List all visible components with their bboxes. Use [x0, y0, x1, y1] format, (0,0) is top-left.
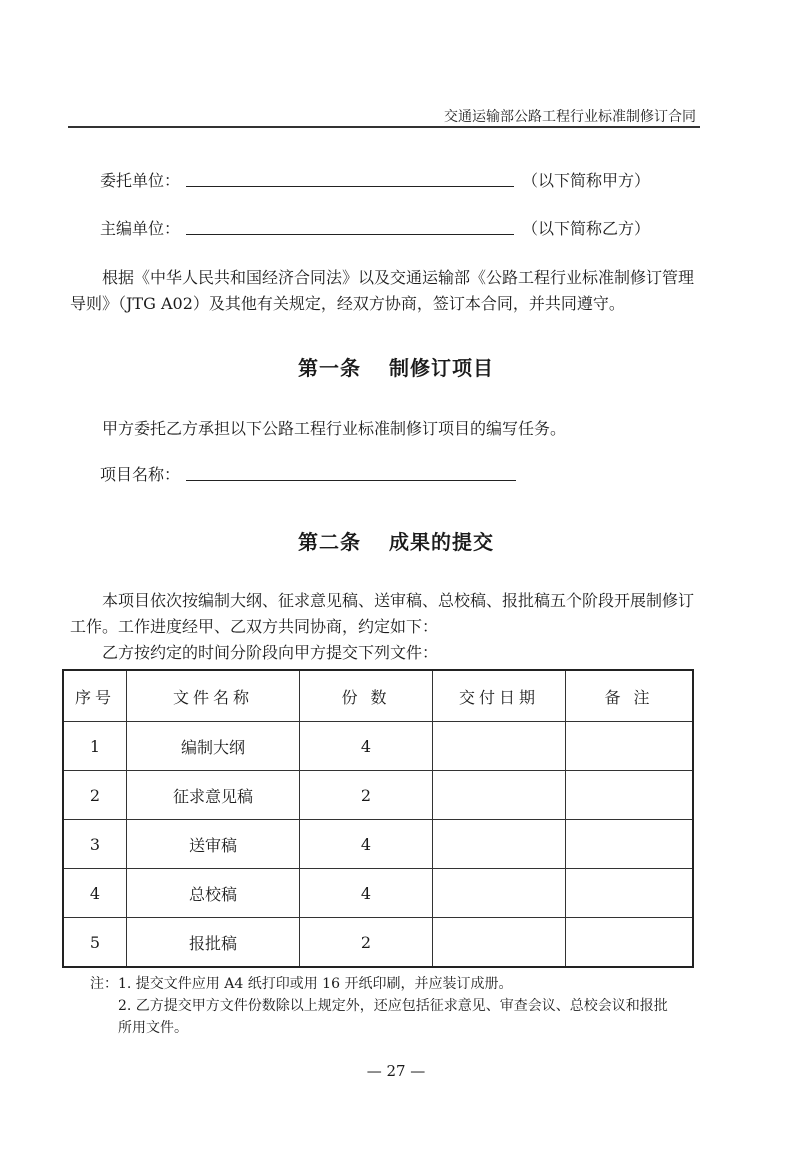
project-blank-line[interactable] — [186, 479, 516, 481]
cell-seq: 2 — [63, 771, 127, 820]
cell-copies: 2 — [300, 771, 433, 820]
editor-suffix: （以下简称乙方） — [522, 219, 651, 238]
cell-copies: 4 — [300, 820, 433, 869]
article2-number: 第二条 — [298, 530, 361, 554]
table-row — [63, 918, 693, 968]
note-item — [90, 973, 668, 995]
article1-heading — [0, 352, 792, 381]
cell-date[interactable] — [433, 918, 566, 968]
cell-date[interactable] — [433, 771, 566, 820]
cell-remark[interactable] — [566, 722, 694, 771]
table-header-row — [63, 670, 693, 722]
header-date: 交付日期 — [433, 670, 566, 722]
running-header: 交通运输部公路工程行业标准制修订合同 — [444, 109, 696, 125]
cell-name: 总校稿 — [127, 869, 300, 918]
deliverables-table — [62, 669, 694, 968]
article1-number: 第一条 — [298, 356, 361, 380]
cell-seq: 5 — [63, 918, 127, 968]
article2-heading — [0, 526, 792, 555]
article2-subparagraph: 乙方按约定的时间分阶段向甲方提交下列文件： — [102, 643, 439, 662]
article2-paragraph: 本项目依次按编制大纲、征求意见稿、送审稿、总校稿、报批稿五个阶段开展制修订工作。工作进度经甲、乙双方共同协商，约定如下： — [70, 591, 695, 636]
note-text: 2. 乙方提交甲方文件份数除以上规定外，还应包括征求意见、审查会议、总校会议和报批 — [118, 998, 668, 1014]
cell-copies: 4 — [300, 722, 433, 771]
cell-remark[interactable] — [566, 869, 694, 918]
cell-remark[interactable] — [566, 771, 694, 820]
cell-copies: 4 — [300, 869, 433, 918]
header-rule — [68, 126, 700, 128]
cell-copies: 2 — [300, 918, 433, 968]
cell-name: 征求意见稿 — [127, 771, 300, 820]
cell-name: 编制大纲 — [127, 722, 300, 771]
cell-name: 报批稿 — [127, 918, 300, 968]
table-row — [63, 771, 693, 820]
article2-title: 成果的提交 — [389, 530, 494, 554]
cell-remark[interactable] — [566, 918, 694, 968]
note-item — [90, 1017, 668, 1039]
cell-date[interactable] — [433, 722, 566, 771]
article1-title: 制修订项目 — [389, 356, 494, 380]
note-text: 所用文件。 — [118, 1020, 188, 1036]
article1-text: 甲方委托乙方承担以下公路工程行业标准制修订项目的编写任务。 — [102, 419, 567, 438]
cell-seq: 3 — [63, 820, 127, 869]
client-blank-line[interactable] — [186, 185, 514, 187]
client-field-row — [100, 168, 650, 191]
cell-name: 送审稿 — [127, 820, 300, 869]
table-row — [63, 722, 693, 771]
page-number: — 27 — — [366, 1062, 426, 1080]
client-label: 委托单位： — [100, 171, 181, 190]
cell-date[interactable] — [433, 869, 566, 918]
header-seq: 序号 — [63, 670, 127, 722]
table-notes — [90, 973, 668, 1039]
intro-paragraph: 根据《中华人民共和国经济合同法》以及交通运输部《公路工程行业标准制修订管理导则》（JTG A02）及其他有关规定，经双方协商，签订本合同，并共同遵守。 — [70, 268, 695, 313]
editor-field-row — [100, 216, 650, 239]
cell-seq: 4 — [63, 869, 127, 918]
editor-blank-line[interactable] — [186, 233, 514, 235]
cell-remark[interactable] — [566, 820, 694, 869]
project-field-row — [100, 462, 524, 485]
header-name: 文件名称 — [127, 670, 300, 722]
cell-date[interactable] — [433, 820, 566, 869]
table-row — [63, 820, 693, 869]
note-item — [90, 995, 668, 1017]
cell-seq: 1 — [63, 722, 127, 771]
header-copies: 份 数 — [300, 670, 433, 722]
editor-label: 主编单位： — [100, 219, 181, 238]
note-text: 1. 提交文件应用 A4 纸打印或用 16 开纸印刷，并应装订成册。 — [118, 976, 513, 992]
table-row — [63, 869, 693, 918]
project-label: 项目名称： — [100, 465, 181, 484]
header-remark: 备 注 — [566, 670, 694, 722]
client-suffix: （以下简称甲方） — [522, 171, 651, 190]
notes-prefix: 注： — [90, 976, 118, 992]
